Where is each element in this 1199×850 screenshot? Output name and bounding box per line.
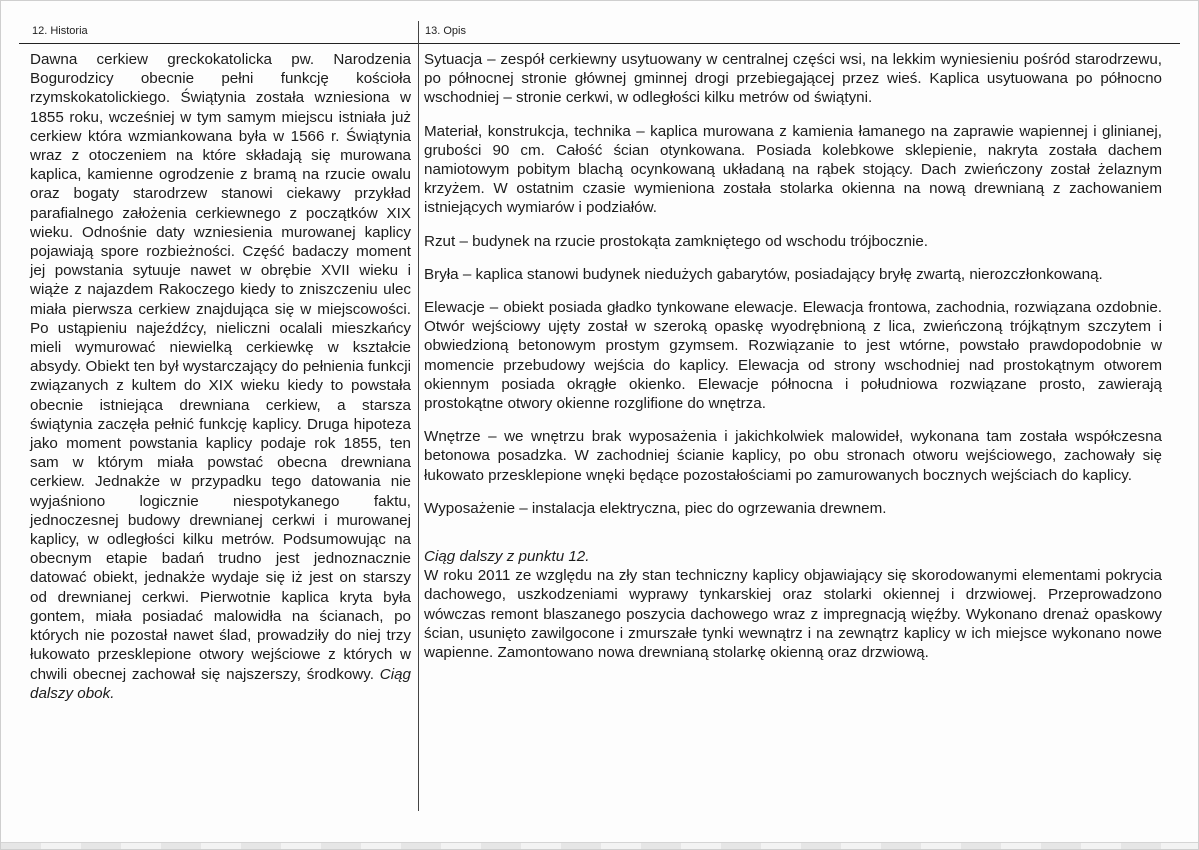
description-elevations: Elewacje – obiekt posiada gładko tynkowane elewacje. Elewacja frontowa, zachodnia, rozwiązana ozdobnie. Otwór wejściowy ujęty został w szeroką opaskę wyodrębnioną z lica, zwieńczoną trójkątnym szczytem i obwiedzioną betonowym prostym gzymsem. Rozwiązanie to jest wtórne, powstało prawdopodobnie w momencie przebudowy wejścia do kaplicy. Elewacja od strony wschodniej nad prostokątnym otworem okiennym posiada okrągłe okienko. Elewacje północna i południowa rozwiązane prosto, zawierają prostokątne otwory okienne rozglifione do wnętrza. [424,299,1162,413]
history-column [30,50,411,703]
column-divider [418,21,419,811]
description-plan: Rzut – budynek na rzucie prostokąta zamkniętego od wschodu trójbocznie. [424,232,929,250]
section-heading-description: 13. Opis [425,25,466,37]
section-heading-history: 12. Historia [32,25,88,37]
description-column [424,50,1162,676]
description-material: Materiał, konstrukcja, technika – kaplica murowana z kamienia łamanego na zaprawie wapiennej i glinianej, grubości 90 cm. Całość ścian otynkowana. Posiada kolebkowe sklepienie, nakryta została dachem namiotowym pobitym blachą ocynkowaną układaną na rąbek stojący. Dach zwieńczony został żelaznym krzyżem. W ostatnim czasie wymieniona została stolarka okienna na nową drewnianą z zachowaniem istniejących wymiarów i podziałów. [424,122,1162,217]
header-rule [19,43,1180,44]
description-mass: Bryła – kaplica stanowi budynek niedużych gabarytów, posiadający bryłę zwartą, nierozczłonkowaną. [424,265,1103,283]
description-situation: Sytuacja – zespół cerkiewny usytuowany w centralnej części wsi, na lekkim wyniesieniu pośród starodrzewu, po północnej stronie głównej gminnej drogi przebiegającej przez wieś. Kaplica usytuowana po północno wschodniej – stronie cerkwi, w odległości kilku metrów od świątyni. [424,51,1162,107]
description-interior: Wnętrze – we wnętrzu brak wyposażenia i jakichkolwiek malowideł, wykonana tam została współczesna betonowa posadzka. W zachodniej ścianie kaplicy, po obu stronach otworu wejściowego, zachowały się łukowato przesklepione wnęki będące pozostałościami po zamurowanych bocznych wejściach do kaplicy. [424,428,1162,484]
history-text: Dawna cerkiew greckokatolicka pw. Narodzenia Bogurodzicy obecnie pełni funkcję kościoła rzymskokatolickiego. Świątynia została wzniesiona w 1855 roku, wcześniej w tym samym miejscu istniała już cerkiew która wzmiankowana była w 1566 r. Świątynia wraz z otoczeniem na które składają się murowana kaplica, kamienne ogrodzenie z bramą na rzucie owalu oraz bogaty starodrzew stanowi ciekawy przykład parafialnego założenia cerkiewnego z początków XIX wieku. Odnośnie daty wzniesienia murowanej kaplicy pojawiają spore rozbieżności. Część badaczy moment jej powstania sytuuje nawet w obrębie XVII wieku i wiąże z najazdem Rakoczego kiedy to zniszczeniu ulec miała pierwsza cerkiew znajdująca się w miejscowości. Po ustąpieniu najeźdźcy, nieliczni ocalali mieszkańcy mieli wymurować niewielką cerkiewkę w kształcie absydy. Obiekt ten był wystarczający do pełnienia funkcji związanych z kultem do XIX wieku kiedy to powstała obecnie istniejąca drewniana cerkiew, a starsza świątynia zaczęła pełnić funkcję kaplicy. Druga hipoteza jako moment powstania kaplicy podaje rok 1855, ten sam w którym miała powstać obecna drewniana cerkiew. Jednakże w przypadku tego datowania nie wyjaśniono logicznie niespotykanego faktu, jednoczesnej budowy drewnianej cerkwi i murowanej kaplicy, w odległości kilku metrów. Podsumowując na obecnym etapie badań trudno jest jednoznacznie datować obiekt, jednakże wydaje się iż jest on starszy od drewnianej cerkwi. Pierwotnie kaplica kryta była gontem, miała posiadać malowidła na ścianach, po których nie pozostał nawet ślad, prowadziły do niej trzy łukowato przesklepione otwory wejściowe z których w chwili obecnej zachował się najszerszy, środkowy. [30,51,411,683]
continuation-heading: Ciąg dalszy z punktu 12. [424,548,590,566]
scan-edge [1,842,1198,849]
history-paragraph [30,50,411,703]
continuation-text: W roku 2011 ze względu na zły stan techniczny kaplicy objawiający się skorodowanymi elementami pokrycia dachowego, uszkodzeniami wyprawy tynkarskiej oraz stolarki okiennej i drzwiowej. Przeprowadzono wówczas remont blaszanego poszycia dachowego wraz z impregnacją więźby. Wykonano drenaż opaskowy ścian, usunięto zawilgocone i zmurszałe tynki wewnątrz i na zewnątrz kaplicy w ich miejsce wykonano nowe wapienne. Zamontowano nowa drewnianą stolarkę okienną oraz drzwiową. [424,567,1162,662]
description-equipment: Wyposażenie – instalacja elektryczna, piec do ogrzewania drewnem. [424,499,887,517]
history-continued-note: Ciąg dalszy obok. [30,665,411,702]
paragraph-gap [424,518,1162,547]
